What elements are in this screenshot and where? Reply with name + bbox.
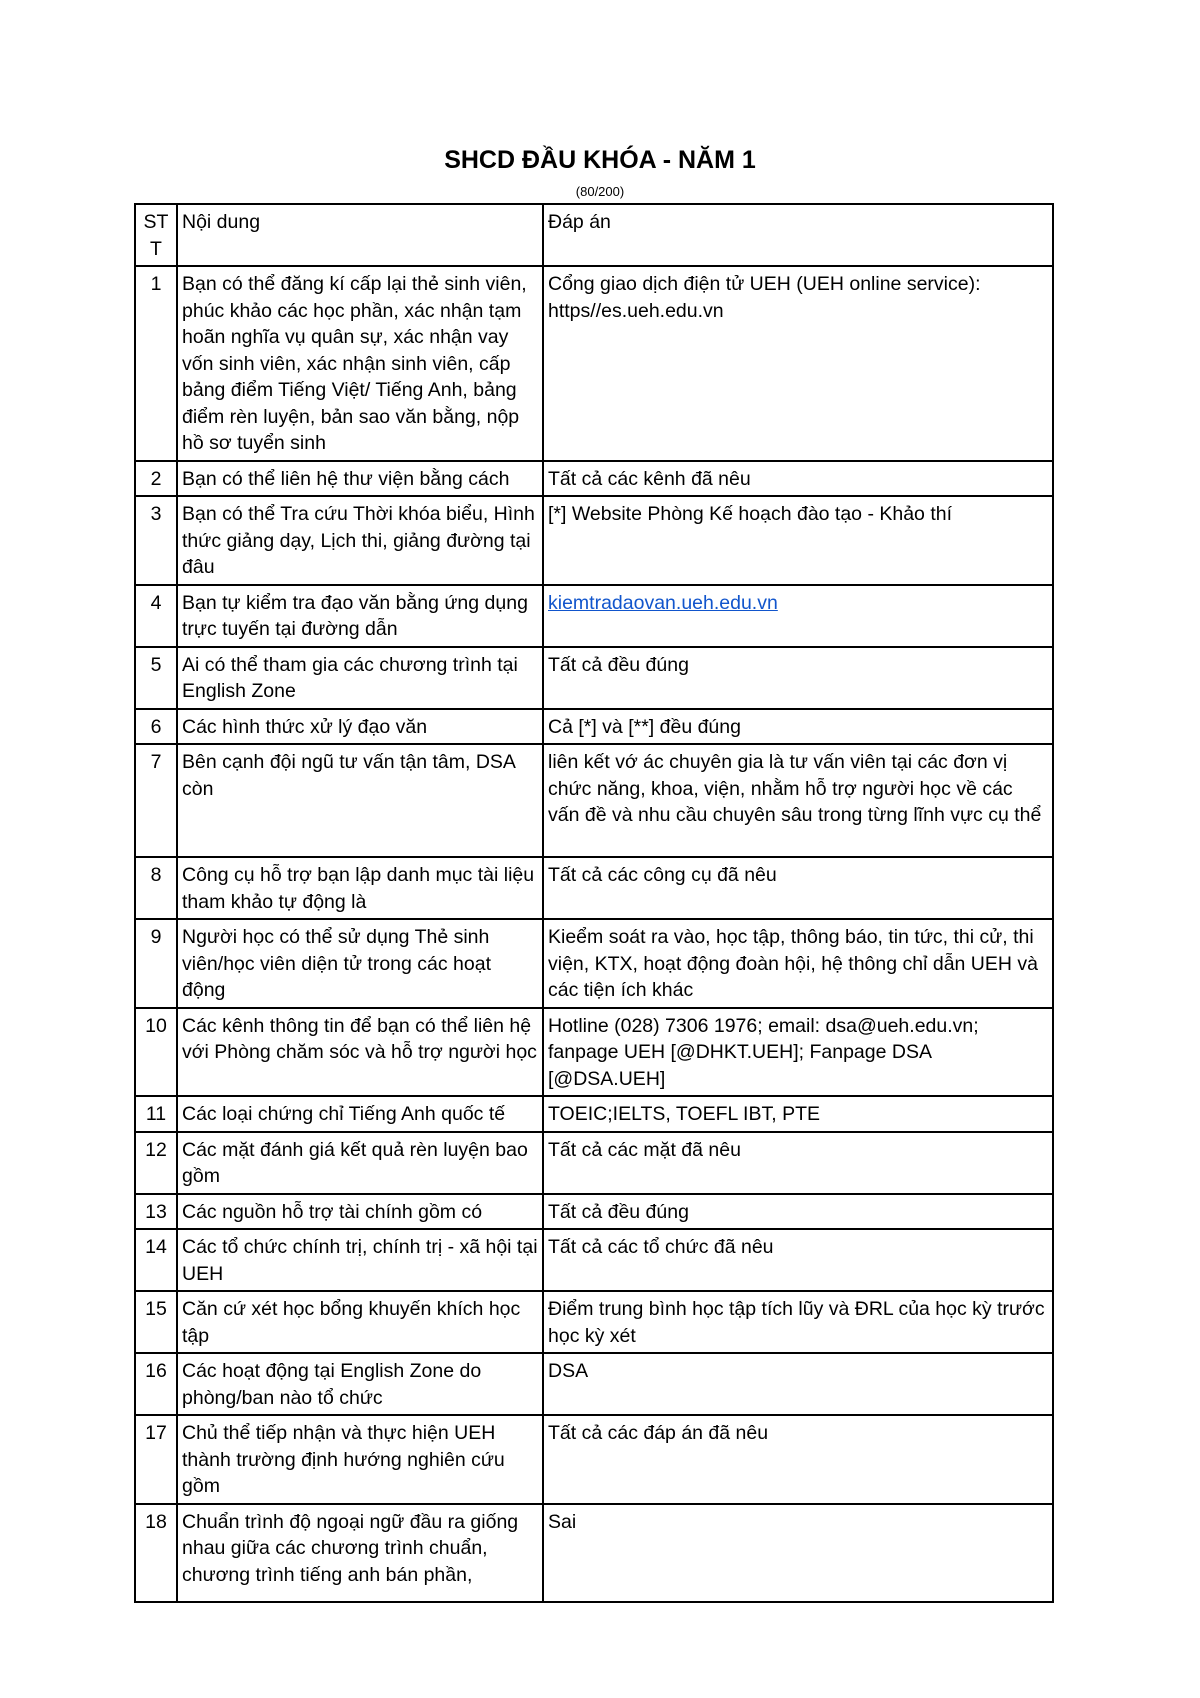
table-row (135, 1132, 1053, 1194)
row-content: Bên cạnh đội ngũ tư vấn tận tâm, DSA còn (177, 744, 543, 857)
page-subtitle: (80/200) (575, 184, 625, 199)
row-answer: Tất cả các đáp án đã nêu (543, 1415, 1053, 1504)
row-answer: Tất cả các công cụ đã nêu (543, 857, 1053, 919)
table-row (135, 496, 1053, 585)
table-row (135, 709, 1053, 745)
table-row (135, 857, 1053, 919)
row-answer: Cả [*] và [**] đều đúng (543, 709, 1053, 745)
row-stt: 15 (135, 1291, 177, 1353)
row-stt: 3 (135, 496, 177, 585)
row-answer: DSA (543, 1353, 1053, 1415)
row-answer: Điểm trung bình học tập tích lũy và ĐRL của học kỳ trước học kỳ xét (543, 1291, 1053, 1353)
qa-table (134, 203, 1054, 1603)
row-stt: 13 (135, 1194, 177, 1230)
row-stt: 10 (135, 1008, 177, 1097)
table-row (135, 1096, 1053, 1132)
row-answer: Hotline (028) 7306 1976; email: dsa@ueh.edu.vn; fanpage UEH [@DHKT.UEH]; Fanpage DSA [@DSA.UEH] (543, 1008, 1053, 1097)
table-row (135, 647, 1053, 709)
header-answer: Đáp án (543, 204, 1053, 266)
table-row (135, 266, 1053, 461)
row-stt: 17 (135, 1415, 177, 1504)
row-content: Các hình thức xử lý đạo văn (177, 709, 543, 745)
row-answer: Tất cả đều đúng (543, 1194, 1053, 1230)
table-row (135, 1504, 1053, 1602)
row-answer: Tất cả các kênh đã nêu (543, 461, 1053, 497)
table-header-row (135, 204, 1053, 266)
row-content: Chủ thể tiếp nhận và thực hiện UEH thành trường định hướng nghiên cứu gồm (177, 1415, 543, 1504)
header-content: Nội dung (177, 204, 543, 266)
table-row (135, 1291, 1053, 1353)
row-stt: 1 (135, 266, 177, 461)
table-row (135, 1008, 1053, 1097)
table-row (135, 1194, 1053, 1230)
row-stt: 8 (135, 857, 177, 919)
table-row (135, 585, 1053, 647)
row-content: Bạn có thể đăng kí cấp lại thẻ sinh viên, phúc khảo các học phần, xác nhận tạm hoãn nghĩa vụ quân sự, xác nhận vay vốn sinh viên, xác nhận sinh viên, cấp bảng điểm Tiếng Việt/ Tiếng Anh, bảng điểm rèn luyện, bản sao văn bằng, nộp hồ sơ tuyển sinh (177, 266, 543, 461)
row-stt: 2 (135, 461, 177, 497)
table-row (135, 1415, 1053, 1504)
row-answer: [*] Website Phòng Kế hoạch đào tạo - Khảo thí (543, 496, 1053, 585)
row-answer: Kieểm soát ra vào, học tập, thông báo, tin tức, thi cử, thi viện, KTX, hoạt động đoàn hội, hệ thông chỉ dẫn UEH và các tiện ích khác (543, 919, 1053, 1008)
row-answer: TOEIC;IELTS, TOEFL IBT, PTE (543, 1096, 1053, 1132)
row-answer: Tất cả các mặt đã nêu (543, 1132, 1053, 1194)
row-answer (543, 585, 1053, 647)
row-stt: 14 (135, 1229, 177, 1291)
table-row (135, 744, 1053, 857)
row-answer: Tất cả đều đúng (543, 647, 1053, 709)
row-content: Căn cứ xét học bổng khuyến khích học tập (177, 1291, 543, 1353)
row-content: Chuẩn trình độ ngoại ngữ đầu ra giống nhau giữa các chương trình chuẩn, chương trình tiếng anh bán phần, (177, 1504, 543, 1602)
row-content: Công cụ hỗ trợ bạn lập danh mục tài liệu tham khảo tự động là (177, 857, 543, 919)
row-content: Các kênh thông tin để bạn có thể liên hệ với Phòng chăm sóc và hỗ trợ người học (177, 1008, 543, 1097)
row-content: Người học có thể sử dụng Thẻ sinh viên/học viên diện tử trong các hoạt động (177, 919, 543, 1008)
row-content: Ai có thể tham gia các chương trình tại English Zone (177, 647, 543, 709)
row-content: Bạn có thể liên hệ thư viện bằng cách (177, 461, 543, 497)
row-content: Các loại chứng chỉ Tiếng Anh quốc tế (177, 1096, 543, 1132)
row-answer: Tất cả các tổ chức đã nêu (543, 1229, 1053, 1291)
row-stt: 11 (135, 1096, 177, 1132)
row-answer: Cổng giao dịch điện tử UEH (UEH online service): https//es.ueh.edu.vn (543, 266, 1053, 461)
row-stt: 12 (135, 1132, 177, 1194)
row-content: Bạn tự kiểm tra đạo văn bằng ứng dụng trực tuyến tại đường dẫn (177, 585, 543, 647)
row-content: Bạn có thể Tra cứu Thời khóa biểu, Hình thức giảng dạy, Lịch thi, giảng đường tại đâu (177, 496, 543, 585)
table-row (135, 461, 1053, 497)
header-stt: STT (135, 204, 177, 266)
row-stt: 9 (135, 919, 177, 1008)
row-stt: 6 (135, 709, 177, 745)
row-stt: 4 (135, 585, 177, 647)
row-content: Các nguồn hỗ trợ tài chính gồm có (177, 1194, 543, 1230)
row-stt: 18 (135, 1504, 177, 1602)
row-stt: 7 (135, 744, 177, 857)
row-content: Các tổ chức chính trị, chính trị - xã hội tại UEH (177, 1229, 543, 1291)
row-stt: 5 (135, 647, 177, 709)
row-content: Các mặt đánh giá kết quả rèn luyện bao gồm (177, 1132, 543, 1194)
row-answer: Sai (543, 1504, 1053, 1602)
row-answer: liên kết vớ ác chuyên gia là tư vấn viên tại các đơn vị chức năng, khoa, viện, nhằm hỗ trợ người học về các vấn đề và nhu cầu chuyên sâu trong từng lĩnh vực cụ thể (543, 744, 1053, 857)
row-stt: 16 (135, 1353, 177, 1415)
table-row (135, 1353, 1053, 1415)
row-content: Các hoạt động tại English Zone do phòng/ban nào tổ chức (177, 1353, 543, 1415)
plagiarism-check-link[interactable]: kiemtradaovan.ueh.edu.vn (548, 591, 778, 614)
page-title: SHCD ĐẦU KHÓA - NĂM 1 (444, 146, 756, 174)
table-row (135, 1229, 1053, 1291)
table-row (135, 919, 1053, 1008)
